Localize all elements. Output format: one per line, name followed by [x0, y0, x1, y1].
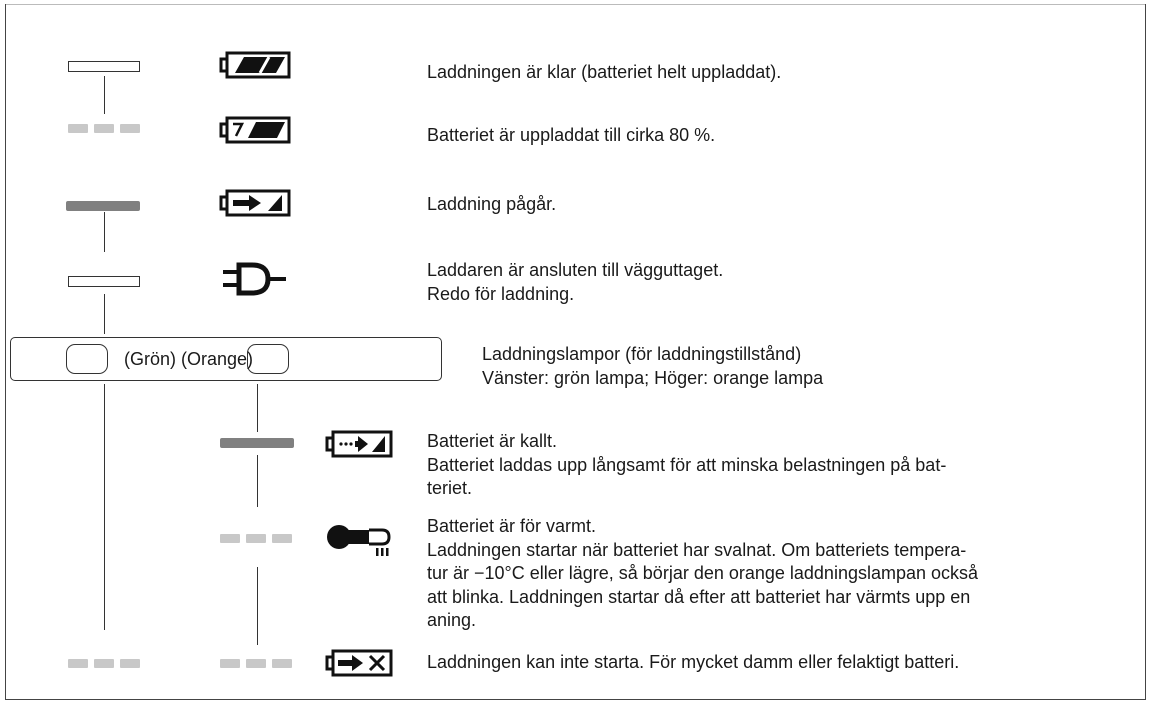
status-text-line: tur är −10°C eller lägre, så börjar den orange laddningslampan också [427, 563, 979, 583]
battery-full-icon [218, 49, 292, 81]
orange-lamp-line [257, 567, 258, 645]
status-text-hot [427, 515, 978, 633]
battery-80-icon [218, 114, 292, 146]
status-text-line: aning. [427, 610, 477, 630]
battery-charging-icon [218, 187, 292, 219]
status-text-line: Laddningen startar när batteriet har svalnat. Om batteriets tempera- [427, 539, 967, 560]
status-text-80: Batteriet är uppladdat till cirka 80 %. [427, 125, 716, 145]
plug-icon [222, 262, 288, 296]
green-lamp-blinking [68, 124, 140, 135]
thermometer-icon [326, 522, 396, 558]
status-text-cold [427, 430, 946, 501]
lamp-legend-box [10, 337, 442, 381]
green-lamp-off [68, 276, 140, 287]
status-text-line: Laddaren är ansluten till vägguttaget. [427, 260, 724, 280]
orange-lamp-blinking [220, 534, 292, 545]
status-text-charging: Laddning pågår. [427, 194, 557, 214]
status-text-line: att blinka. Laddningen startar då efter att batteriet har värmts upp en [427, 586, 971, 607]
orange-lamp-symbol [247, 344, 289, 374]
status-text-error: Laddningen kan inte starta. För mycket damm eller felaktigt batteri. [427, 652, 960, 672]
status-text-connected [427, 259, 723, 306]
legend-title: Laddningslampor (för laddningstillstånd) [482, 344, 802, 364]
orange-lamp-line [257, 384, 258, 432]
charge-error-icon [324, 647, 394, 679]
green-lamp-on [66, 201, 140, 211]
green-lamp-off [68, 61, 140, 72]
status-text-full: Laddningen är klar (batteriet helt uppladdat). [427, 62, 782, 82]
connector-line [104, 294, 105, 334]
lamp-legend-description [482, 343, 823, 390]
connector-line [104, 212, 105, 252]
legend-detail: Vänster: grön lampa; Höger: orange lampa [482, 367, 824, 388]
green-lamp-line [104, 384, 105, 630]
connector-line [104, 76, 105, 114]
lamp-legend-label: (Grön) (Orange) [124, 349, 254, 369]
orange-lamp-line [257, 455, 258, 507]
status-text-line: Batteriet är kallt. [427, 431, 558, 451]
green-lamp-blinking [68, 659, 140, 670]
battery-slow-charge-icon [324, 428, 394, 460]
status-text-line: teriet. [427, 478, 473, 498]
orange-lamp-on [220, 438, 294, 448]
green-lamp-symbol [66, 344, 108, 374]
orange-lamp-blinking [220, 659, 292, 670]
status-text-line: Batteriet är för varmt. [427, 516, 597, 536]
status-text-line: Batteriet laddas upp långsamt för att minska belastningen på bat- [427, 454, 947, 475]
status-text-line: Redo för laddning. [427, 283, 575, 304]
